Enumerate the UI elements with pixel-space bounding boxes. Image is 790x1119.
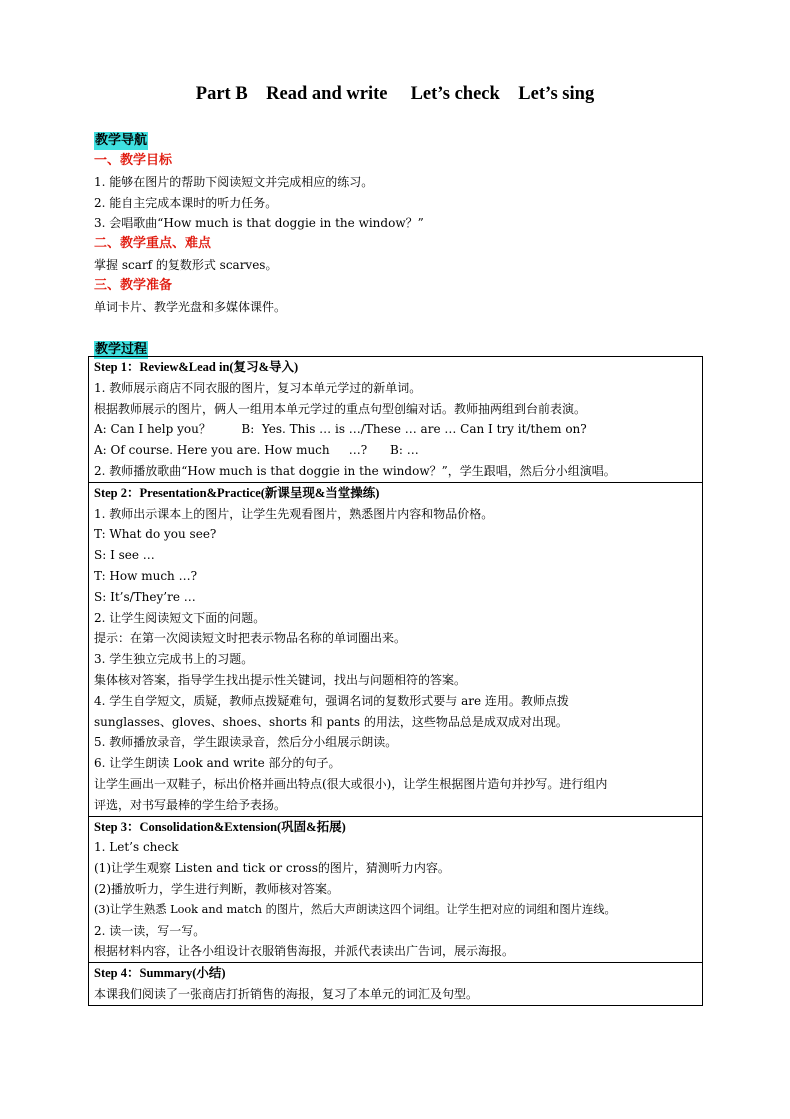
step-line: 让学生画出一双鞋子，标出价格并画出特点(很大或很小)，让学生根据图片造句并抄写。进行组内	[94, 776, 608, 791]
step-line: 本课我们阅读了一张商店打折销售的海报，复习了本单元的词汇及句型。	[94, 986, 479, 1001]
step-line: (2)播放听力，学生进行判断，教师核对答案。	[94, 881, 339, 896]
step-heading: Step 3：Consolidation&Extension(巩固&拓展)	[94, 819, 346, 834]
step-line: T: How much …?	[94, 568, 198, 583]
step-line: 4. 学生自学短文，质疑，教师点拨疑难句，强调名词的复数形式要与 are 连用。教师点拨	[94, 693, 569, 708]
step-heading: Step 4：Summary(小结)	[94, 966, 226, 981]
step-line: S: I see …	[94, 548, 155, 563]
step-line: 根据材料内容，让各小组设计衣服销售海报，并派代表读出广告词，展示海报。	[94, 944, 515, 959]
step-line: A: Of course. Here you are. How much …? B: …	[94, 443, 419, 458]
step-line: 3. 学生独立完成书上的习题。	[94, 652, 254, 667]
nav-label: 教学导航	[95, 133, 148, 148]
key-points-heading: 二、教学重点、难点	[94, 236, 212, 252]
step-4	[89, 962, 702, 1005]
teaching-navigation	[94, 130, 734, 317]
step-line: 2. 读一读，写一写。	[94, 923, 206, 938]
key-points-text: 掌握 scarf 的复数形式 scarves。	[94, 257, 278, 272]
step-2	[89, 482, 702, 816]
goal-item: 2. 能自主完成本课时的听力任务。	[94, 195, 278, 210]
step-heading: Step 1：Review&Lead in(复习&导入)	[94, 360, 299, 374]
goal-item: 1. 能够在图片的帮助下阅读短文并完成相应的练习。	[94, 174, 374, 189]
step-line: sunglasses、gloves、shoes、shorts 和 pants 的用法，这些物品总是成双成对出现。	[94, 714, 568, 729]
preparation-text: 单词卡片、教学光盘和多媒体课件。	[94, 299, 287, 314]
step-line: T: What do you see?	[94, 527, 217, 542]
step-line: 提示：在第一次阅读短文时把表示物品名称的单词圈出来。	[94, 631, 407, 646]
step-line: 集体核对答案，指导学生找出提示性关键词，找出与问题相符的答案。	[94, 672, 467, 687]
step-line: 根据教师展示的图片，俩人一组用本单元学过的重点句型创编对话。教师抽两组到台前表演。	[94, 401, 587, 416]
step-line: S: It’s/They’re …	[94, 589, 196, 604]
step-line: 6. 让学生朗读 Look and write 部分的句子。	[94, 756, 341, 771]
step-line: 5. 教师播放录音，学生跟读录音，然后分小组展示朗读。	[94, 735, 398, 750]
step-3	[89, 816, 702, 963]
goal-item: 3. 会唱歌曲“How much is that doggie in the window？”	[94, 216, 424, 231]
step-line: 2. 让学生阅读短文下面的问题。	[94, 610, 266, 625]
step-heading: Step 2：Presentation&Practice(新课呈现&当堂操练)	[94, 485, 380, 500]
step-line: 评选，对书写最棒的学生给予表扬。	[94, 797, 287, 812]
step-line: A: Can I help you？ B: Yes. This … is …/These … are … Can I try it/them on?	[94, 422, 587, 437]
process-table	[88, 356, 703, 1006]
step-line: (1)让学生观察 Listen and tick or cross的图片，猜测听力内容。	[94, 861, 450, 876]
step-line: 2. 教师播放歌曲“How much is that doggie in the window？”，学生跟唱，然后分小组演唱。	[94, 463, 616, 478]
process-label: 教学过程	[95, 342, 148, 357]
step-line: 1. 教师展示商店不同衣服的图片，复习本单元学过的新单词。	[94, 380, 422, 395]
step-line: (3)让学生熟悉 Look and match 的图片，然后大声朗读这四个词组。让学生把对应的词组和图片连线。	[94, 902, 616, 916]
step-line: 1. Let’s check	[94, 840, 179, 855]
step-line: 1. 教师出示课本上的图片，让学生先观看图片，熟悉图片内容和物品价格。	[94, 506, 494, 521]
preparation-heading: 三、教学准备	[94, 277, 173, 293]
step-1	[89, 357, 702, 482]
page-title: Part B Read and write Let’s check Let’s sing	[195, 84, 595, 104]
goals-heading: 一、教学目标	[94, 153, 173, 168]
